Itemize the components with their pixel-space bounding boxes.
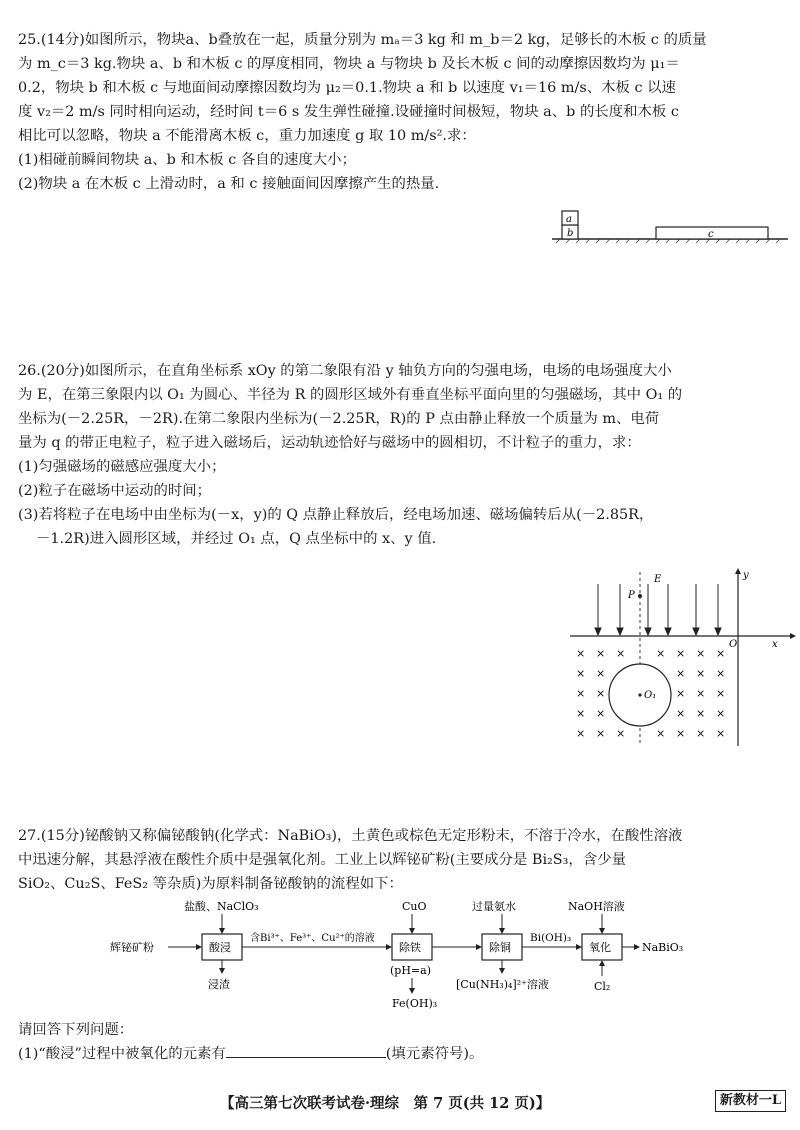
board-c-label: c	[708, 229, 714, 240]
field-cross: ×	[576, 667, 586, 680]
q26-stem-line-4: 量为 q 的带正电粒子，粒子进入磁场后，运动轨迹恰好与磁场中的圆相切，不计粒子的重力，求：	[18, 435, 641, 451]
flow-in2-head	[409, 928, 415, 934]
question-27	[18, 824, 788, 896]
q26-sub-1: (1)匀强磁场的磁感应强度大小；	[18, 459, 226, 475]
flow-input-3: 过量氨水	[472, 900, 516, 913]
point-p-label: P	[628, 590, 635, 601]
field-cross: ×	[716, 687, 726, 700]
q27-sub-1-suffix: (填元素符号)。	[385, 1046, 484, 1062]
flow-out3-head	[499, 968, 505, 974]
q27-prompt: 请回答下列问题：	[18, 1022, 134, 1038]
field-cross: ×	[596, 707, 606, 720]
field-cross: ×	[716, 647, 726, 660]
flow-start: 辉铋矿粉	[110, 941, 154, 954]
flow-input-2: CuO	[402, 900, 427, 913]
field-cross: ×	[596, 727, 606, 740]
q26-stem-line-3: 坐标为(－2.25R，－2R).在第二象限内坐标为(－2.25R，R)的 P 点由静止释放一个质量为 m、电荷	[18, 411, 660, 427]
flow-output-3: [Cu(NH₃)₄]²⁺溶液	[456, 978, 549, 991]
q27-stem-line-3: SiO₂、Cu₂S、FeS₂ 等杂质)为原料制备铋酸钠的流程如下：	[18, 876, 403, 892]
flow-cl2-head	[599, 960, 605, 966]
q25-sub-1: (1)相碰前瞬间物块 a、b 和木板 c 各自的速度大小；	[18, 152, 356, 168]
flow-box1-label: 酸浸	[209, 941, 231, 954]
field-cross: ×	[616, 647, 626, 660]
flow-arrow3-label: Bi(OH)₃	[530, 932, 572, 944]
q27-flowchart	[110, 900, 710, 1020]
q25-stem-line-5: 相比可以忽略，物块 a 不能滑离木板 c，重力加速度 g 取 10 m/s².求：	[18, 128, 476, 144]
field-cross: ×	[596, 667, 606, 680]
flow-output-1: 浸渣	[208, 978, 230, 991]
field-cross: ×	[656, 647, 666, 660]
q26-sub-3-line-1: (3)若将粒子在电场中由坐标为(－x，y)的 Q 点静止释放后，经电场加速、磁场偏转后从(－2.85R，	[18, 507, 654, 523]
q25-stem-line-4: 度 v₂＝2 m/s 同时相向运动，经时间 t＝6 s 发生弹性碰撞.设碰撞时间极短，物块 a、b 的长度和木板 c	[18, 104, 679, 120]
flow-arrowhead-4	[634, 944, 640, 950]
field-cross: ×	[676, 707, 686, 720]
field-cross: ×	[696, 727, 706, 740]
flow-arrowhead-2	[476, 944, 482, 950]
field-cross: ×	[676, 727, 686, 740]
q26-sub-2: (2)粒子在磁场中运动的时间；	[18, 483, 212, 499]
page-footer	[0, 1092, 800, 1114]
flow-input-4: NaOH溶液	[568, 900, 625, 913]
field-cross: ×	[676, 667, 686, 680]
field-cross: ×	[576, 647, 586, 660]
question-27-prompts	[18, 1018, 788, 1066]
field-cross: ×	[696, 687, 706, 700]
q27-sub-1	[18, 1042, 788, 1066]
block-b-label: b	[567, 228, 574, 239]
field-cross: ×	[696, 647, 706, 660]
flow-out2-head	[409, 988, 415, 994]
q27-stem-line-1: 27.(15分)铋酸钠又称偏铋酸钠(化学式：NaBiO₃)，土黄色或棕色无定形粉末，不溶于冷水，在酸性溶液	[18, 828, 683, 844]
field-cross: ×	[676, 647, 686, 660]
flow-arrowhead-0	[196, 944, 202, 950]
x-axis-label: x	[772, 639, 778, 650]
q25-stem-line-1: 25.(14分)如图所示，物块a、b叠放在一起，质量分别为 mₐ＝3 kg 和 m_b＝2 kg，足够长的木板 c 的质量	[18, 32, 707, 48]
field-cross: ×	[596, 647, 606, 660]
field-cross: ×	[656, 727, 666, 740]
q25-sub-2: (2)物块 a 在木板 c 上滑动时，a 和 c 接触面间因摩擦产生的热量.	[18, 176, 440, 192]
q27-stem-line-2: 中迅速分解，其悬浮液在酸性介质中是强氧化剂。工业上以辉铋矿粉(主要成分是 Bi₂S₃，含少量	[18, 852, 626, 868]
field-cross: ×	[576, 687, 586, 700]
question-26	[18, 359, 788, 551]
flow-box3-label: 除铜	[489, 941, 511, 954]
flow-in1-head	[219, 928, 225, 934]
center-o1-label: O₁	[644, 690, 657, 701]
point-p	[638, 594, 642, 598]
flow-output-2: Fe(OH)₃	[392, 997, 438, 1010]
flow-box4-label: 氧化	[589, 941, 611, 954]
y-axis-label: y	[743, 570, 749, 581]
field-label-e: E	[654, 574, 662, 585]
q26-figure	[566, 566, 798, 752]
origin-label: O	[729, 639, 738, 650]
field-cross: ×	[596, 687, 606, 700]
field-cross: ×	[676, 687, 686, 700]
field-cross: ×	[576, 707, 586, 720]
q25-figure	[552, 206, 788, 244]
flow-out1-head	[219, 968, 225, 974]
q27-sub-1-text: (1)“酸浸”过程中被氧化的元素有	[18, 1046, 226, 1062]
flow-input-cl2: Cl₂	[594, 980, 611, 993]
field-cross: ×	[696, 707, 706, 720]
flow-arrow1-label: 含Bi³⁺、Fe³⁺、Cu²⁺的溶液	[250, 933, 375, 944]
answer-blank[interactable]	[226, 1043, 386, 1058]
electric-field-arrows	[595, 584, 721, 635]
flow-in4-head	[599, 928, 605, 934]
footer-title: 【高三第七次联考试卷·理综 第 7 页(共 12 页)】	[220, 1095, 551, 1112]
flow-in3-head	[499, 928, 505, 934]
flow-condition-2: (pH=a)	[390, 964, 431, 977]
flow-end: NaBiO₃	[642, 941, 684, 954]
footer-tag: 新教材一L	[715, 1090, 786, 1112]
q25-stem-line-3: 0.2，物块 b 和木板 c 与地面间动摩擦因数均为 μ₂＝0.1.物块 a 和 b 以速度 v₁＝16 m/s、木板 c 以速	[18, 80, 676, 96]
center-o1	[638, 693, 641, 696]
field-cross: ×	[616, 727, 626, 740]
block-a-label: a	[566, 214, 572, 225]
question-25	[18, 28, 788, 196]
flow-input-1: 盐酸、NaClO₃	[184, 900, 259, 913]
field-cross: ×	[696, 667, 706, 680]
q26-sub-3-line-2: －1.2R)进入圆形区域，并经过 O₁ 点，Q 点坐标中的 x、y 值.	[36, 531, 437, 547]
flow-box2-label: 除铁	[399, 941, 421, 954]
q26-stem-line-1: 26.(20分)如图所示，在直角坐标系 xOy 的第二象限有沿 y 轴负方向的匀强电场，电场的电场强度大小	[18, 363, 672, 379]
flow-arrowhead-1	[386, 944, 392, 950]
flow-arrowhead-3	[576, 944, 582, 950]
y-axis-arrow	[735, 568, 741, 574]
field-cross: ×	[576, 727, 586, 740]
q25-stem-line-2: 为 m_c＝3 kg.物块 a、b 和木板 c 的厚度相同，物块 a 与物块 b 及长木板 c 间的动摩擦因数均为 μ₁＝	[18, 56, 680, 72]
field-cross: ×	[716, 707, 726, 720]
field-cross: ×	[716, 727, 726, 740]
x-axis-arrow	[790, 633, 796, 639]
field-cross: ×	[716, 667, 726, 680]
q26-stem-line-2: 为 E，在第三象限内以 O₁ 为圆心、半径为 R 的圆形区域外有垂直坐标平面向里的匀强磁场，其中 O₁ 的	[18, 387, 683, 403]
